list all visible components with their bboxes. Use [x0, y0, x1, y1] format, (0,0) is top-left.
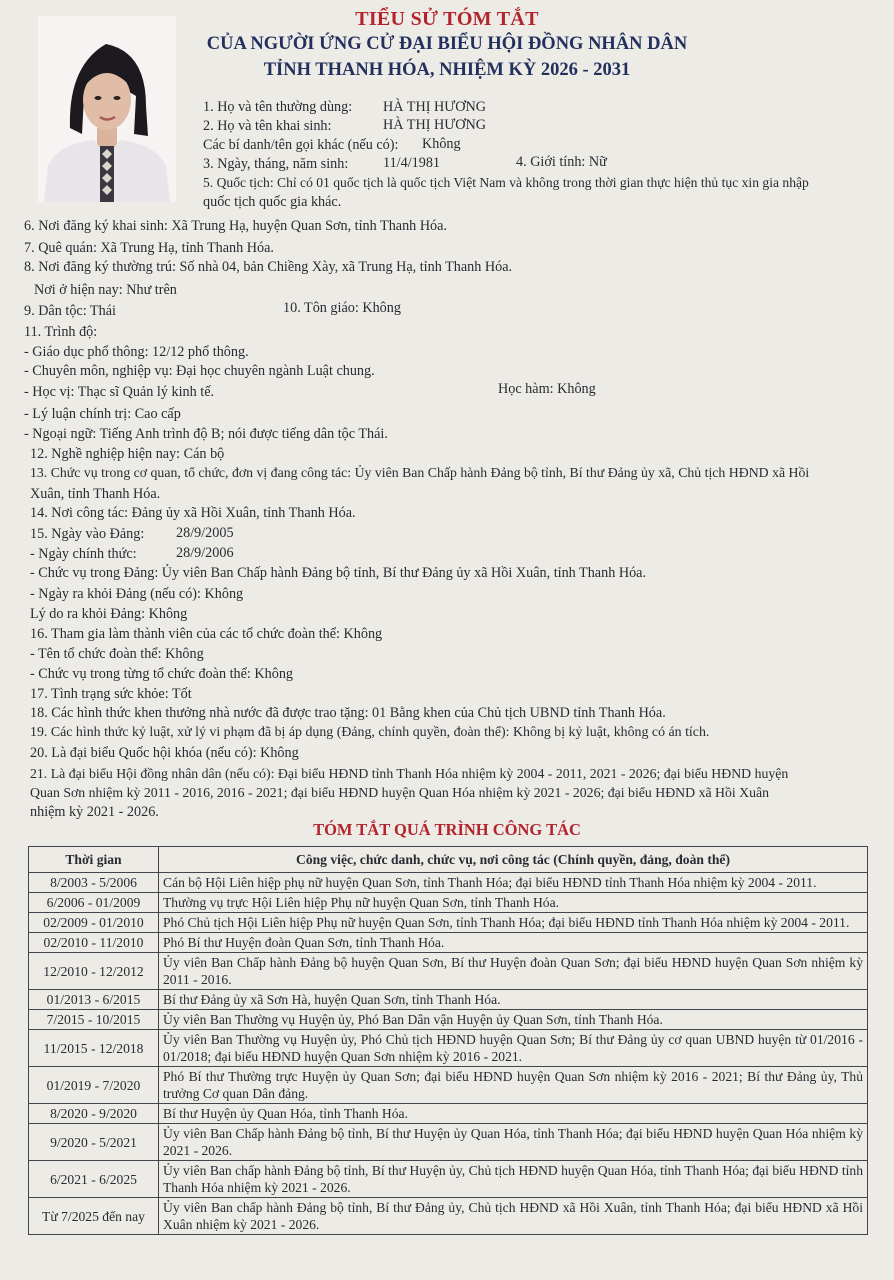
work-period-cell: 12/2010 - 12/2012 — [29, 953, 159, 990]
work-description-cell: Phó Bí thư Huyện đoàn Quan Sơn, tỉnh Thanh Hóa. — [159, 933, 868, 953]
field-party-position: - Chức vụ trong Đảng: Ủy viên Ban Chấp hành Đảng bộ tỉnh, Bí thư Đảng ủy xã Hồi Xuân, tỉnh Thanh Hóa. — [30, 565, 647, 581]
work-period-cell: 01/2013 - 6/2015 — [29, 990, 159, 1010]
work-description-cell: Ủy viên Ban Thường vụ Huyện ủy, Phó Chủ tịch HĐND huyện Quan Sơn; Bí thư Đảng ủy cơ quan UBND huyện từ 01/2016 - 01/2018; đại biểu HĐND huyện Quan Sơn nhiệm kỳ 2016 - 2021. — [159, 1030, 868, 1067]
table-row — [29, 1104, 868, 1124]
field-official-date-label: - Ngày chính thức: — [30, 546, 137, 562]
work-period-cell: 8/2003 - 5/2006 — [29, 873, 159, 893]
field-party-join-date-label: 15. Ngày vào Đảng: — [30, 526, 145, 542]
table-row — [29, 1124, 868, 1161]
field-academic-title: Học hàm: Không — [498, 381, 596, 397]
field-common-name-label: 1. Họ và tên thường dùng: — [203, 99, 353, 115]
work-period-cell: 7/2015 - 10/2015 — [29, 1010, 159, 1030]
table-row — [29, 913, 868, 933]
field-current-residence: Nơi ở hiện nay: Như trên — [34, 282, 177, 298]
field-council-delegate-line3: nhiệm kỳ 2021 - 2026. — [30, 804, 159, 820]
field-nationality-line1: 5. Quốc tịch: Chỉ có 01 quốc tịch là quốc tịch Việt Nam và không trong thời gian thực hiện thủ tục xin gia nhập — [203, 175, 809, 190]
field-workplace: 14. Nơi công tác: Đảng ủy xã Hồi Xuân, tỉnh Thanh Hóa. — [30, 505, 356, 521]
work-history-table — [28, 846, 868, 1235]
work-period-cell: 6/2021 - 6/2025 — [29, 1161, 159, 1198]
work-history-title: TÓM TẮT QUÁ TRÌNH CÔNG TÁC — [313, 820, 581, 839]
work-period-cell: 6/2006 - 01/2009 — [29, 893, 159, 913]
work-description-cell: Ủy viên Ban chấp hành Đảng bộ tỉnh, Bí thư Huyện ủy, Chủ tịch HĐND huyện Quan Hóa, tỉnh Thanh Hóa; đại biểu HĐND tỉnh Thanh Hóa nhiệm kỳ 2021 - 2026. — [159, 1161, 868, 1198]
candidate-portrait — [38, 16, 176, 202]
field-birth-registration: 6. Nơi đăng ký khai sinh: Xã Trung Hạ, huyện Quan Sơn, tỉnh Thanh Hóa. — [24, 218, 447, 234]
work-period-cell: 02/2010 - 11/2010 — [29, 933, 159, 953]
work-description-cell: Ủy viên Ban Chấp hành Đảng bộ huyện Quan Sơn, Bí thư Huyện đoàn Quan Sơn; đại biểu HĐND huyện Quan Sơn nhiệm kỳ 2011 - 2016. — [159, 953, 868, 990]
work-period-cell: 9/2020 - 5/2021 — [29, 1124, 159, 1161]
work-description-cell: Bí thư Huyện ủy Quan Hóa, tỉnh Thanh Hóa. — [159, 1104, 868, 1124]
table-header-row — [29, 847, 868, 873]
field-occupation: 12. Nghề nghiệp hiện nay: Cán bộ — [30, 446, 225, 462]
field-birthdate-value: 11/4/1981 — [383, 155, 441, 171]
field-party-join-date-value: 28/9/2005 — [176, 525, 234, 541]
field-foreign-language: - Ngoại ngữ: Tiếng Anh trình độ B; nói được tiếng dân tộc Thái. — [24, 426, 388, 442]
work-description-cell: Phó Chủ tịch Hội Liên hiệp Phụ nữ huyện Quan Sơn, tỉnh Thanh Hóa; đại biểu HĐND tỉnh Thanh Hóa nhiệm kỳ 2004 - 2011. — [159, 913, 868, 933]
field-discipline: 19. Các hình thức kỷ luật, xử lý vi phạm đã bị áp dụng (Đảng, chính quyền, đoàn thể): Không bị kỷ luật, không có án tích. — [30, 725, 710, 740]
work-history-rows — [29, 873, 868, 1235]
field-degree: - Học vị: Thạc sĩ Quản lý kinh tế. — [24, 384, 215, 400]
work-period-cell: 11/2015 - 12/2018 — [29, 1030, 159, 1067]
work-period-cell: 01/2019 - 7/2020 — [29, 1067, 159, 1104]
field-alias-label: Các bí danh/tên gọi khác (nếu có): — [203, 137, 399, 153]
field-nationality-line2: quốc tịch quốc gia khác. — [203, 194, 342, 210]
field-permanent-residence: 8. Nơi đăng ký thường trú: Số nhà 04, bản Chiềng Xày, xã Trung Hạ, tỉnh Thanh Hóa. — [24, 259, 513, 275]
field-awards: 18. Các hình thức khen thưởng nhà nước đã được trao tặng: 01 Bằng khen của Chủ tịch UBND tỉnh Thanh Hóa. — [30, 705, 666, 721]
table-row — [29, 933, 868, 953]
work-description-cell: Thường vụ trực Hội Liên hiệp Phụ nữ huyện Quan Sơn, tỉnh Thanh Hóa. — [159, 893, 868, 913]
field-current-position-line1: 13. Chức vụ trong cơ quan, tổ chức, đơn vị đang công tác: Ủy viên Ban Chấp hành Đảng bộ tỉnh, Bí thư Đảng ủy xã, Chủ tịch HĐND xã Hồi — [30, 465, 810, 480]
document-title: TIỂU SỬ TÓM TẮT — [355, 8, 539, 30]
work-description-cell: Ủy viên Ban Chấp hành Đảng bộ tỉnh, Bí thư Huyện ủy Quan Hóa, tỉnh Thanh Hóa; đại biểu HĐND huyện Quan Hóa nhiệm kỳ 2021 - 2026. — [159, 1124, 868, 1161]
field-official-date-value: 28/9/2006 — [176, 545, 234, 561]
field-birth-name-value: HÀ THỊ HƯƠNG — [383, 117, 486, 133]
field-political-theory: - Lý luận chính trị: Cao cấp — [24, 406, 181, 422]
field-common-name-value: HÀ THỊ HƯƠNG — [383, 99, 486, 115]
field-party-exit-reason: Lý do ra khỏi Đảng: Không — [30, 606, 188, 622]
work-period-cell: Từ 7/2025 đến nay — [29, 1198, 159, 1235]
table-row — [29, 893, 868, 913]
work-period-cell: 8/2020 - 9/2020 — [29, 1104, 159, 1124]
field-party-exit-date: - Ngày ra khỏi Đảng (nếu có): Không — [30, 586, 244, 602]
field-council-delegate-line2: Quan Sơn nhiệm kỳ 2011 - 2016, 2016 - 2021; đại biểu HĐND huyện Quan Hóa nhiệm kỳ 2021 - 2026; đại biểu HĐND xã Hồi Xuân — [30, 785, 770, 800]
table-row — [29, 1161, 868, 1198]
document-subtitle-line2: TỈNH THANH HÓA, NHIỆM KỲ 2026 - 2031 — [263, 60, 631, 80]
field-hometown: 7. Quê quán: Xã Trung Hạ, tỉnh Thanh Hóa. — [24, 240, 274, 256]
work-description-cell: Ủy viên Ban chấp hành Đảng bộ tỉnh, Bí thư Đảng ủy, Chủ tịch HĐND xã Hồi Xuân, tỉnh Thanh Hóa; đại biểu HĐND xã Hồi Xuân nhiệm kỳ 2021 - 2026. — [159, 1198, 868, 1235]
field-specialization: - Chuyên môn, nghiệp vụ: Đại học chuyên ngành Luật chung. — [24, 363, 375, 379]
field-current-position-line2: Xuân, tỉnh Thanh Hóa. — [30, 486, 161, 502]
field-organizations: 16. Tham gia làm thành viên của các tổ chức đoàn thể: Không — [30, 626, 383, 642]
work-description-cell: Phó Bí thư Thường trực Huyện ủy Quan Sơn; đại biểu HĐND huyện Quan Sơn nhiệm kỳ 2016 - 2021; Bí thư Đảng ủy, Thủ trưởng Cơ quan Dân đảng. — [159, 1067, 868, 1104]
work-period-cell: 02/2009 - 01/2010 — [29, 913, 159, 933]
field-birth-name-label: 2. Họ và tên khai sinh: — [203, 118, 332, 134]
work-description-cell: Ủy viên Ban Thường vụ Huyện ủy, Phó Ban Dân vận Huyện ủy Quan Sơn, tỉnh Thanh Hóa. — [159, 1010, 868, 1030]
work-description-cell: Cán bộ Hội Liên hiệp phụ nữ huyện Quan Sơn, tỉnh Thanh Hóa; đại biểu HĐND tỉnh Thanh Hóa nhiệm kỳ 2004 - 2011. — [159, 873, 868, 893]
table-row — [29, 873, 868, 893]
field-council-delegate-line1: 21. Là đại biểu Hội đồng nhân dân (nếu có): Đại biểu HĐND tỉnh Thanh Hóa nhiệm kỳ 2004 - 2011, 2021 - 2026; đại biểu HĐND huyện — [30, 766, 789, 781]
field-alias-value: Không — [422, 136, 461, 152]
field-ethnicity: 9. Dân tộc: Thái — [24, 303, 116, 319]
field-health: 17. Tình trạng sức khỏe: Tốt — [30, 686, 192, 702]
field-religion: 10. Tôn giáo: Không — [283, 300, 401, 316]
document-subtitle-line1: CỦA NGƯỜI ỨNG CỬ ĐẠI BIỂU HỘI ĐỒNG NHÂN DÂN — [206, 34, 688, 54]
field-national-assembly: 20. Là đại biểu Quốc hội khóa (nếu có): Không — [30, 745, 299, 761]
field-organization-name: - Tên tổ chức đoàn thể: Không — [30, 646, 204, 662]
column-header-period: Thời gian — [29, 847, 159, 873]
table-row — [29, 1067, 868, 1104]
field-general-education: - Giáo dục phổ thông: 12/12 phổ thông. — [24, 344, 249, 360]
table-row — [29, 990, 868, 1010]
field-gender: 4. Giới tính: Nữ — [516, 154, 607, 170]
table-row — [29, 1198, 868, 1235]
field-birthdate-label: 3. Ngày, tháng, năm sinh: — [203, 156, 349, 172]
table-row — [29, 953, 868, 990]
field-organization-position: - Chức vụ trong từng tổ chức đoàn thể: Không — [30, 666, 294, 682]
table-row — [29, 1010, 868, 1030]
work-description-cell: Bí thư Đảng ủy xã Sơn Hà, huyện Quan Sơn, tỉnh Thanh Hóa. — [159, 990, 868, 1010]
column-header-description: Công việc, chức danh, chức vụ, nơi công tác (Chính quyền, đảng, đoàn thể) — [159, 847, 868, 873]
field-qualifications-heading: 11. Trình độ: — [24, 324, 98, 340]
table-row — [29, 1030, 868, 1067]
